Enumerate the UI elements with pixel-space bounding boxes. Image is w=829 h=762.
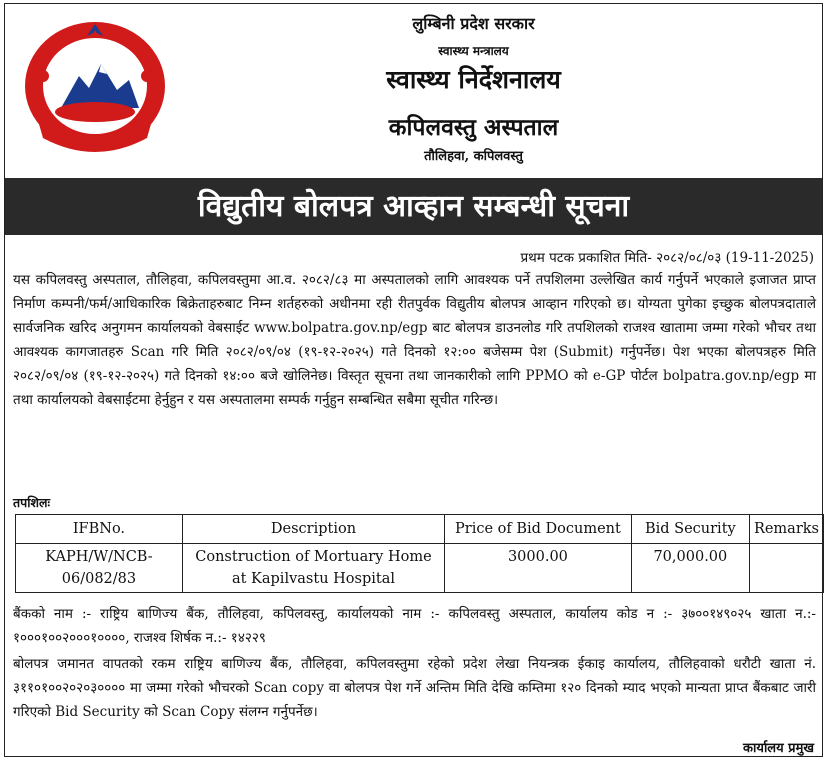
office-chief-signature: कार्यालय प्रमुख [743, 741, 814, 756]
ifb-number-cell: KAPH/W/NCB-06/082/83 [16, 544, 183, 593]
hospital-address: तौलिहवा, कपिलवस्तु [424, 149, 523, 164]
column-header: Description [182, 515, 444, 544]
ministry-name: स्वास्थ्य मन्त्रालय [438, 44, 509, 58]
description-cell: Construction of Mortuary Home at Kapilvastu Hospital [182, 544, 444, 593]
header [5, 4, 822, 177]
column-header: Price of Bid Document [445, 515, 632, 544]
price-cell: 3000.00 [445, 544, 632, 593]
bid-security-cell: 70,000.00 [631, 544, 749, 593]
notice-frame [4, 3, 823, 757]
bid-security-paragraph: बोलपत्र जमानत वापतको रकम राष्ट्रिय बाणिज्य बैंक, तौलिहवा, कपिलवस्तुमा रहेको प्रदेश लेखा नियन्त्रक ईकाइ कार्यालय, तौलिहवाको धरौटी खाता नं. ३११०१००२०२०३०००० मा जम्मा गरेको भौचरको Scan copy वा बोलपत्र पेश गर्ने अन्तिम मिति देखि कम्तिमा १२० दिनको म्याद भएको मान्यता प्राप्त बैंकबाट जारी गरिएको Bid Security को Scan Copy संलग्न गर्नुपर्नेछ। [13, 656, 816, 720]
province-name: लुम्बिनी प्रदेश सरकार [412, 14, 535, 33]
schedule-label: तपशिलः [13, 495, 50, 510]
directorate-name: स्वास्थ्य निर्देशनालय [386, 65, 561, 94]
published-date: प्रथम पटक प्रकाशित मिति- २०८२/०८/०३ (19-11-2025) [520, 250, 814, 266]
notice-title: विद्युतीय बोलपत्र आव्हान सम्बन्धी सूचना [5, 178, 822, 235]
hospital-name: कपिलवस्तु अस्पताल [388, 114, 559, 141]
remarks-cell [749, 544, 823, 593]
table-row [16, 544, 824, 593]
bid-table [15, 514, 824, 593]
column-header: Remarks [749, 515, 823, 544]
notice-paragraph-1: यस कपिलवस्तु अस्पताल, तौलिहवा, कपिलवस्तुमा आ.व. २०८२/८३ मा अस्पतालको लागि आवश्यक पर्ने तपशिलमा उल्लेखित कार्य गर्नुपर्ने भएकाले इजाजत प्राप्त निर्माण कम्पनी/फर्म/आधिकारिक बिक्रेताहरुबाट निम्न शर्तहरुको अधीनमा रही रीतपुर्वक विद्युतीय बोलपत्र आव्हान गरिएको छ। योग्यता पुगेका इच्छुक बोलपत्रदाताले सार्वजनिक खरिद अनुगमन कार्यालयको वेबसाईट www.bolpatra.gov.np/egp बाट बोलपत्र डाउनलोड गरि तपशिलको राजश्व खातामा जम्मा गरेको भौचर तथा आवश्यक कागजातहरु Scan गरि मिति २०८२/०९/०४ (१९-१२-२०२५) गते दिनको १२:०० बजेसम्म पेश (Submit) गर्नुपर्नेछ। पेश भएका बोलपत्रहरु मिति २०८२/०९/०४ (१९-१२-२०२५) गते दिनको १४:०० बजे खोलिनेछ। विस्तृत सूचना तथा जानकारीको लागि PPMO को e-GP पोर्टल bolpatra.gov.np/egp मा तथा कार्यालयको वेबसाईटमा हेर्नुहुन र यस अस्पतालमा सम्पर्क गर्नुहुन सम्बन्धित सबैमा सूचीत गरिन्छ। [13, 272, 816, 408]
column-header: IFBNo. [16, 515, 183, 544]
column-header: Bid Security [631, 515, 749, 544]
table-header-row [16, 515, 824, 544]
bank-details: बैंकको नाम :- राष्ट्रिय बाणिज्य बैंक, तौलिहवा, कपिलवस्तु, कार्यालयको नाम :- कपिलवस्तु अस्पताल, कार्यालय कोड न :- ३७००१४९०२५ खाता न.:- १०००१००२०००१००००, राजश्व शिर्षक न.:- १४२२९ [13, 606, 816, 646]
